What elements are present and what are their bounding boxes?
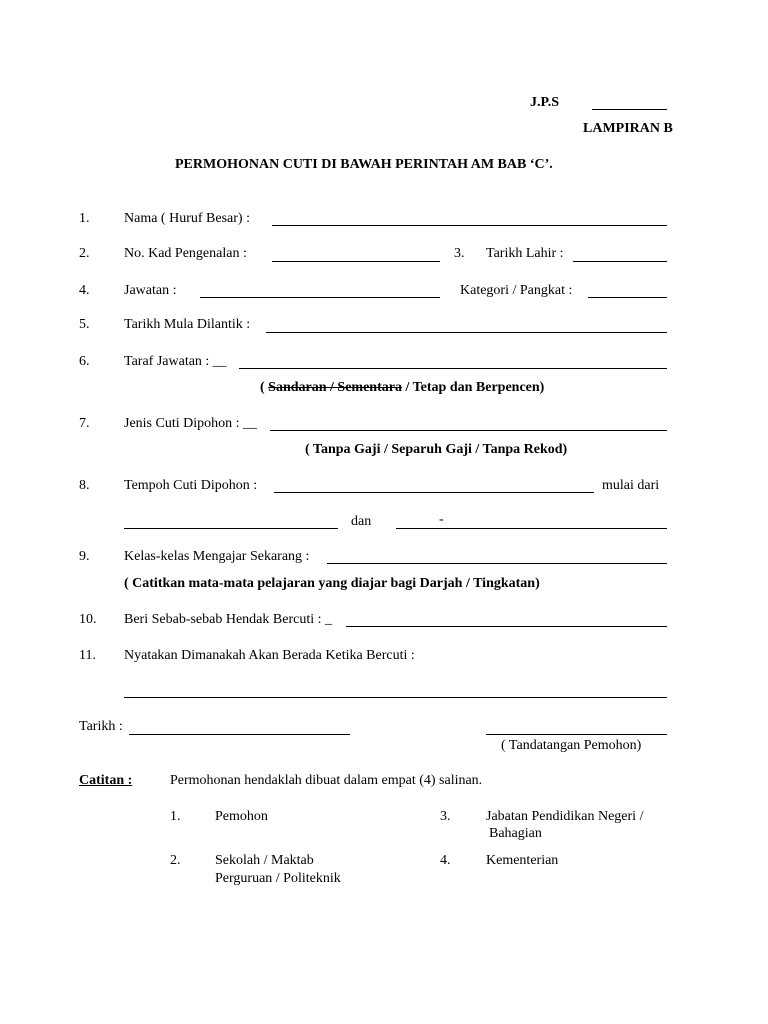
name-field-line-ext[interactable] bbox=[544, 225, 667, 226]
leave-location-label: Nyatakan Dimanakah Akan Berada Ketika Bercuti : bbox=[124, 648, 415, 663]
from-label: mulai dari bbox=[602, 478, 660, 493]
signature-label: ( Tandatangan Pemohon) bbox=[501, 738, 642, 753]
jps-field-line[interactable] bbox=[636, 109, 667, 110]
copy-number: 4. bbox=[440, 853, 451, 868]
leave-location-field-line-ext[interactable] bbox=[493, 697, 667, 698]
attachment-label: LAMPIRAN B bbox=[583, 121, 673, 136]
category-grade-field-line-ext[interactable] bbox=[641, 297, 667, 298]
ic-number-label: No. Kad Pengenalan : bbox=[124, 246, 247, 261]
item-number: 1. bbox=[79, 211, 90, 226]
name-label: Nama ( Huruf Besar) : bbox=[124, 211, 250, 226]
item-number: 2. bbox=[79, 246, 90, 261]
from-date-field-line-ext[interactable] bbox=[223, 528, 338, 529]
to-date-dash: - bbox=[439, 512, 444, 527]
category-grade-label: Kategori / Pangkat : bbox=[460, 283, 573, 298]
position-status-options: ( Sandaran / Sementara / Tetap dan Berpencen) bbox=[260, 380, 545, 395]
signature-line[interactable] bbox=[486, 734, 667, 735]
appointment-date-label: Tarikh Mula Dilantik : bbox=[124, 317, 251, 332]
copy-number: 2. bbox=[170, 853, 181, 868]
item-number: 9. bbox=[79, 549, 90, 564]
jps-label: J.P.S bbox=[530, 95, 560, 110]
copy-number: 3. bbox=[440, 809, 451, 824]
copy-number: 1. bbox=[170, 809, 181, 824]
birth-date-label: Tarikh Lahir : bbox=[486, 246, 564, 261]
page-title: PERMOHONAN CUTI DI BAWAH PERINTAH AM BAB ‘C’. bbox=[175, 157, 553, 172]
leave-period-field-line[interactable] bbox=[274, 492, 594, 493]
note-label: Catitan : bbox=[79, 773, 133, 788]
leave-reason-field-line[interactable] bbox=[346, 626, 427, 627]
category-grade-field-line[interactable] bbox=[588, 297, 641, 298]
ic-number-field-line[interactable] bbox=[272, 261, 440, 262]
teaching-classes-note: ( Catitkan mata-mata pelajaran yang diajar bagi Darjah / Tingkatan) bbox=[124, 576, 540, 591]
from-date-field-line[interactable] bbox=[124, 528, 170, 529]
position-status-field-line[interactable] bbox=[239, 368, 397, 369]
birth-date-field-line[interactable] bbox=[573, 261, 667, 262]
leave-reason-label: Beri Sebab-sebab Hendak Bercuti : _ bbox=[124, 612, 332, 627]
leave-type-field-line-ext[interactable] bbox=[400, 430, 667, 431]
position-field-line[interactable] bbox=[200, 297, 358, 298]
leave-location-field-line[interactable] bbox=[124, 697, 493, 698]
copy-recipient-line2: Bahagian bbox=[489, 826, 542, 841]
teaching-classes-field-line[interactable] bbox=[327, 563, 667, 564]
leave-type-field-line[interactable] bbox=[270, 430, 400, 431]
item-number: 11. bbox=[79, 648, 96, 663]
date-field-line[interactable] bbox=[129, 734, 350, 735]
copy-recipient: Sekolah / Maktab bbox=[215, 853, 314, 868]
item-number: 4. bbox=[79, 283, 90, 298]
leave-reason-field-line-ext[interactable] bbox=[427, 626, 667, 627]
item-number: 7. bbox=[79, 416, 90, 431]
position-status-field-line-ext[interactable] bbox=[397, 368, 667, 369]
date-label: Tarikh : bbox=[79, 719, 123, 734]
to-date-field-line[interactable] bbox=[396, 528, 667, 529]
leave-type-label: Jenis Cuti Dipohon : __ bbox=[124, 416, 258, 431]
jps-field-line-thick[interactable] bbox=[592, 109, 636, 110]
note-text: Permohonan hendaklah dibuat dalam empat (4) salinan. bbox=[170, 773, 483, 788]
leave-period-label: Tempoh Cuti Dipohon : bbox=[124, 478, 258, 493]
item-number: 6. bbox=[79, 354, 90, 369]
appointment-date-field-line[interactable] bbox=[266, 332, 667, 333]
teaching-classes-label: Kelas-kelas Mengajar Sekarang : bbox=[124, 549, 310, 564]
position-field-line-ext[interactable] bbox=[358, 297, 440, 298]
item-number: 10. bbox=[79, 612, 97, 627]
position-status-label: Taraf Jawatan : __ bbox=[124, 354, 227, 369]
item-number: 5. bbox=[79, 317, 90, 332]
item-number: 3. bbox=[454, 246, 465, 261]
leave-type-options: ( Tanpa Gaji / Separuh Gaji / Tanpa Rekod) bbox=[305, 442, 568, 457]
from-date-field-line-thick[interactable] bbox=[170, 528, 223, 529]
copy-recipient: Jabatan Pendidikan Negeri / bbox=[486, 809, 644, 824]
position-label: Jawatan : bbox=[124, 283, 177, 298]
copy-recipient: Kementerian bbox=[486, 853, 559, 868]
copy-recipient: Pemohon bbox=[215, 809, 268, 824]
item-number: 8. bbox=[79, 478, 90, 493]
copy-recipient-line2: Perguruan / Politeknik bbox=[215, 871, 341, 886]
struck-options: Sandaran / Sementara bbox=[268, 380, 402, 395]
and-label: dan bbox=[351, 514, 372, 529]
name-field-line[interactable] bbox=[272, 225, 544, 226]
